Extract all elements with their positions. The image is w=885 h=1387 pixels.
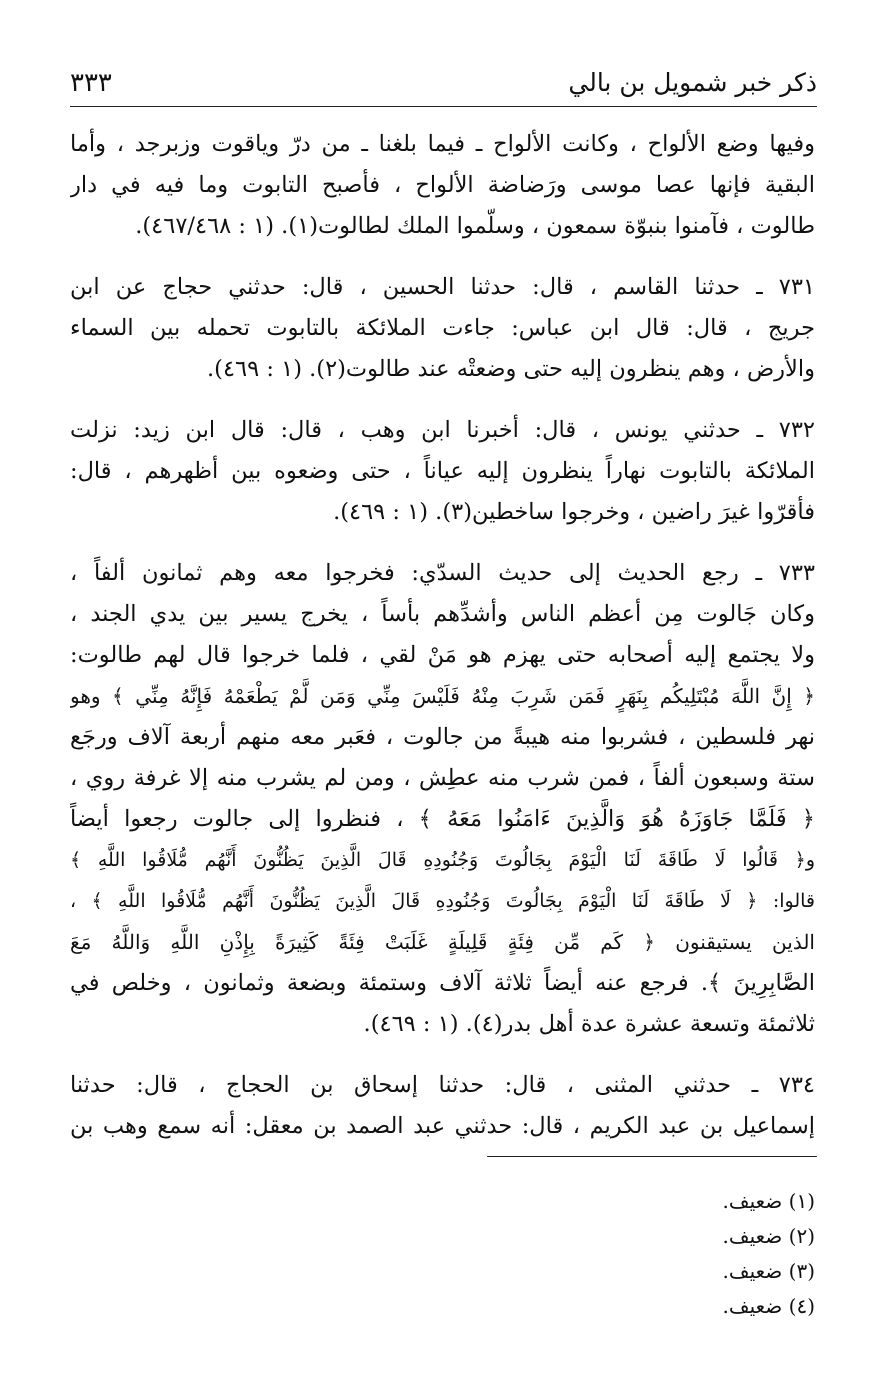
quran-verse-line: قالوا: ﴿ لَا طَاقَةَ لَنَا الْيَوْمَ بِجَالُوتَ وَجُنُودِهِ قَالَ الَّذِينَ يَظُنُّونَ أَنَّهُم مُّلَاقُوا اللَّهِ ﴾ ، [70,890,815,912]
text-line: جريج ، قال: قال ابن عباس: جاءت الملائكة بالتابوت تحمله بين السماء [70,315,815,341]
text-line: ستة وسبعون ألفاً ، فمن شرب منه عطِش ، ومن لم يشرب منه إلا غرفة روي ، [70,765,815,791]
footnote-item: (٢) ضعيف. [722,1224,815,1248]
text-line: وكان جَالوت مِن أعظم الناس وأشدِّهم بأساً ، يخرج يسير بين يدي الجند ، [70,601,815,627]
quran-verse-line: الذين يستيقنون ﴿ كَم مِّن فِئَةٍ قَلِيلَةٍ غَلَبَتْ فِئَةً كَثِيرَةً بِإِذْنِ اللَّهِ وَاللَّهُ مَعَ [70,930,815,954]
text-line: طالوت ، فآمنوا بنبوّة سمعون ، وسلّموا الملك لطالوت(١). (١ : ٤٦٧/٤٦٨). [135,213,815,239]
text-line: إسماعيل بن عبد الكريم ، قال: حدثني عبد الصمد بن معقل: أنه سمع وهب بن [70,1113,815,1139]
footnotes [515,1184,815,1324]
text-line: الملائكة بالتابوت نهاراً ينظرون إليه عياناً ، حتى وضعوه بين أظهرهم ، قال: [70,458,815,484]
text-line: فأقرّوا غيرَ راضين ، وخرجوا ساخطين(٣). (١ : ٤٦٩). [333,499,815,525]
text-line: وفيها وضع الألواح ، وكانت الألواح ـ فيما بلغنا ـ من درّ وياقوت وزبرجد ، وأما [70,131,815,157]
paragraph-gap [70,1045,815,1065]
text-line: الصَّابِرِينَ ﴾. فرجع عنه أيضاً ثلاثة آلاف وستمئة وبضعة وثمانون ، وخلص في [70,970,815,996]
text-line: ٧٣٣ ـ رجع الحديث إلى حديث السدّي: فخرجوا معه وهم ثمانون ألفاً ، [70,560,815,586]
text-line: ٧٣٢ ـ حدثني يونس ، قال: أخبرنا ابن وهب ، قال: قال ابن زيد: نزلت [70,417,815,443]
quran-verse-line: ﴿ إِنَّ اللَّهَ مُبْتَلِيكُم بِنَهَرٍ فَمَن شَرِبَ مِنْهُ فَلَيْسَ مِنِّي وَمَن لَّمْ يَطْعَمْهُ فَإِنَّهُ مِنِّي ﴾ وهو [70,684,815,708]
text-line: والأرض ، وهم ينظرون إليه حتى وضعتْه عند طالوت(٢). (١ : ٤٦٩). [207,356,815,382]
running-header [70,62,817,107]
quran-verse-line: ﴿ فَلَمَّا جَاوَزَهُ هُوَ وَالَّذِينَ ءَامَنُوا مَعَهُ ﴾ ، فنظروا إلى جالوت رجعوا أيضاً [70,806,815,832]
page-number: ٣٣٣ [70,68,112,98]
text-line: نهر فلسطين ، فشربوا منه هيبةً من جالوت ، فعَبر معه منهم أربعة آلاف ورجَع [70,724,815,750]
main-text [70,124,815,1147]
footnote-item: (٣) ضعيف. [722,1259,815,1283]
chapter-title: ذكر خبر شمويل بن بالي [568,68,817,97]
quran-verse-line: و﴿ قَالُوا لَا طَاقَةَ لَنَا الْيَوْمَ بِجَالُوتَ وَجُنُودِهِ قَالَ الَّذِينَ يَظُنُّونَ أَنَّهُم مُّلَاقُوا اللَّهِ ﴾ [70,849,815,871]
paragraph-gap [70,533,815,553]
paragraph-gap [70,247,815,267]
footnote-item: (٤) ضعيف. [722,1294,815,1318]
text-line: ٧٣١ ـ حدثنا القاسم ، قال: حدثنا الحسين ، قال: حدثني حجاج عن ابن [70,274,815,300]
paragraph-gap [70,390,815,410]
text-line: ٧٣٤ ـ حدثني المثنى ، قال: حدثنا إسحاق بن الحجاج ، قال: حدثنا [70,1072,815,1098]
text-line: البقية فإنها عصا موسى ورَضاضة الألواح ، فأصبح التابوت وما فيه في دار [70,172,815,198]
text-line: ولا يجتمع إليه أصحابه حتى يهزم هو مَنْ لقي ، فلما خرجوا قال لهم طالوت: [70,642,815,668]
text-line: ثلاثمئة وتسعة عشرة عدة أهل بدر(٤). (١ : ٤٦٩). [363,1011,815,1037]
footnote-item: (١) ضعيف. [722,1189,815,1213]
footnote-separator [487,1156,817,1157]
